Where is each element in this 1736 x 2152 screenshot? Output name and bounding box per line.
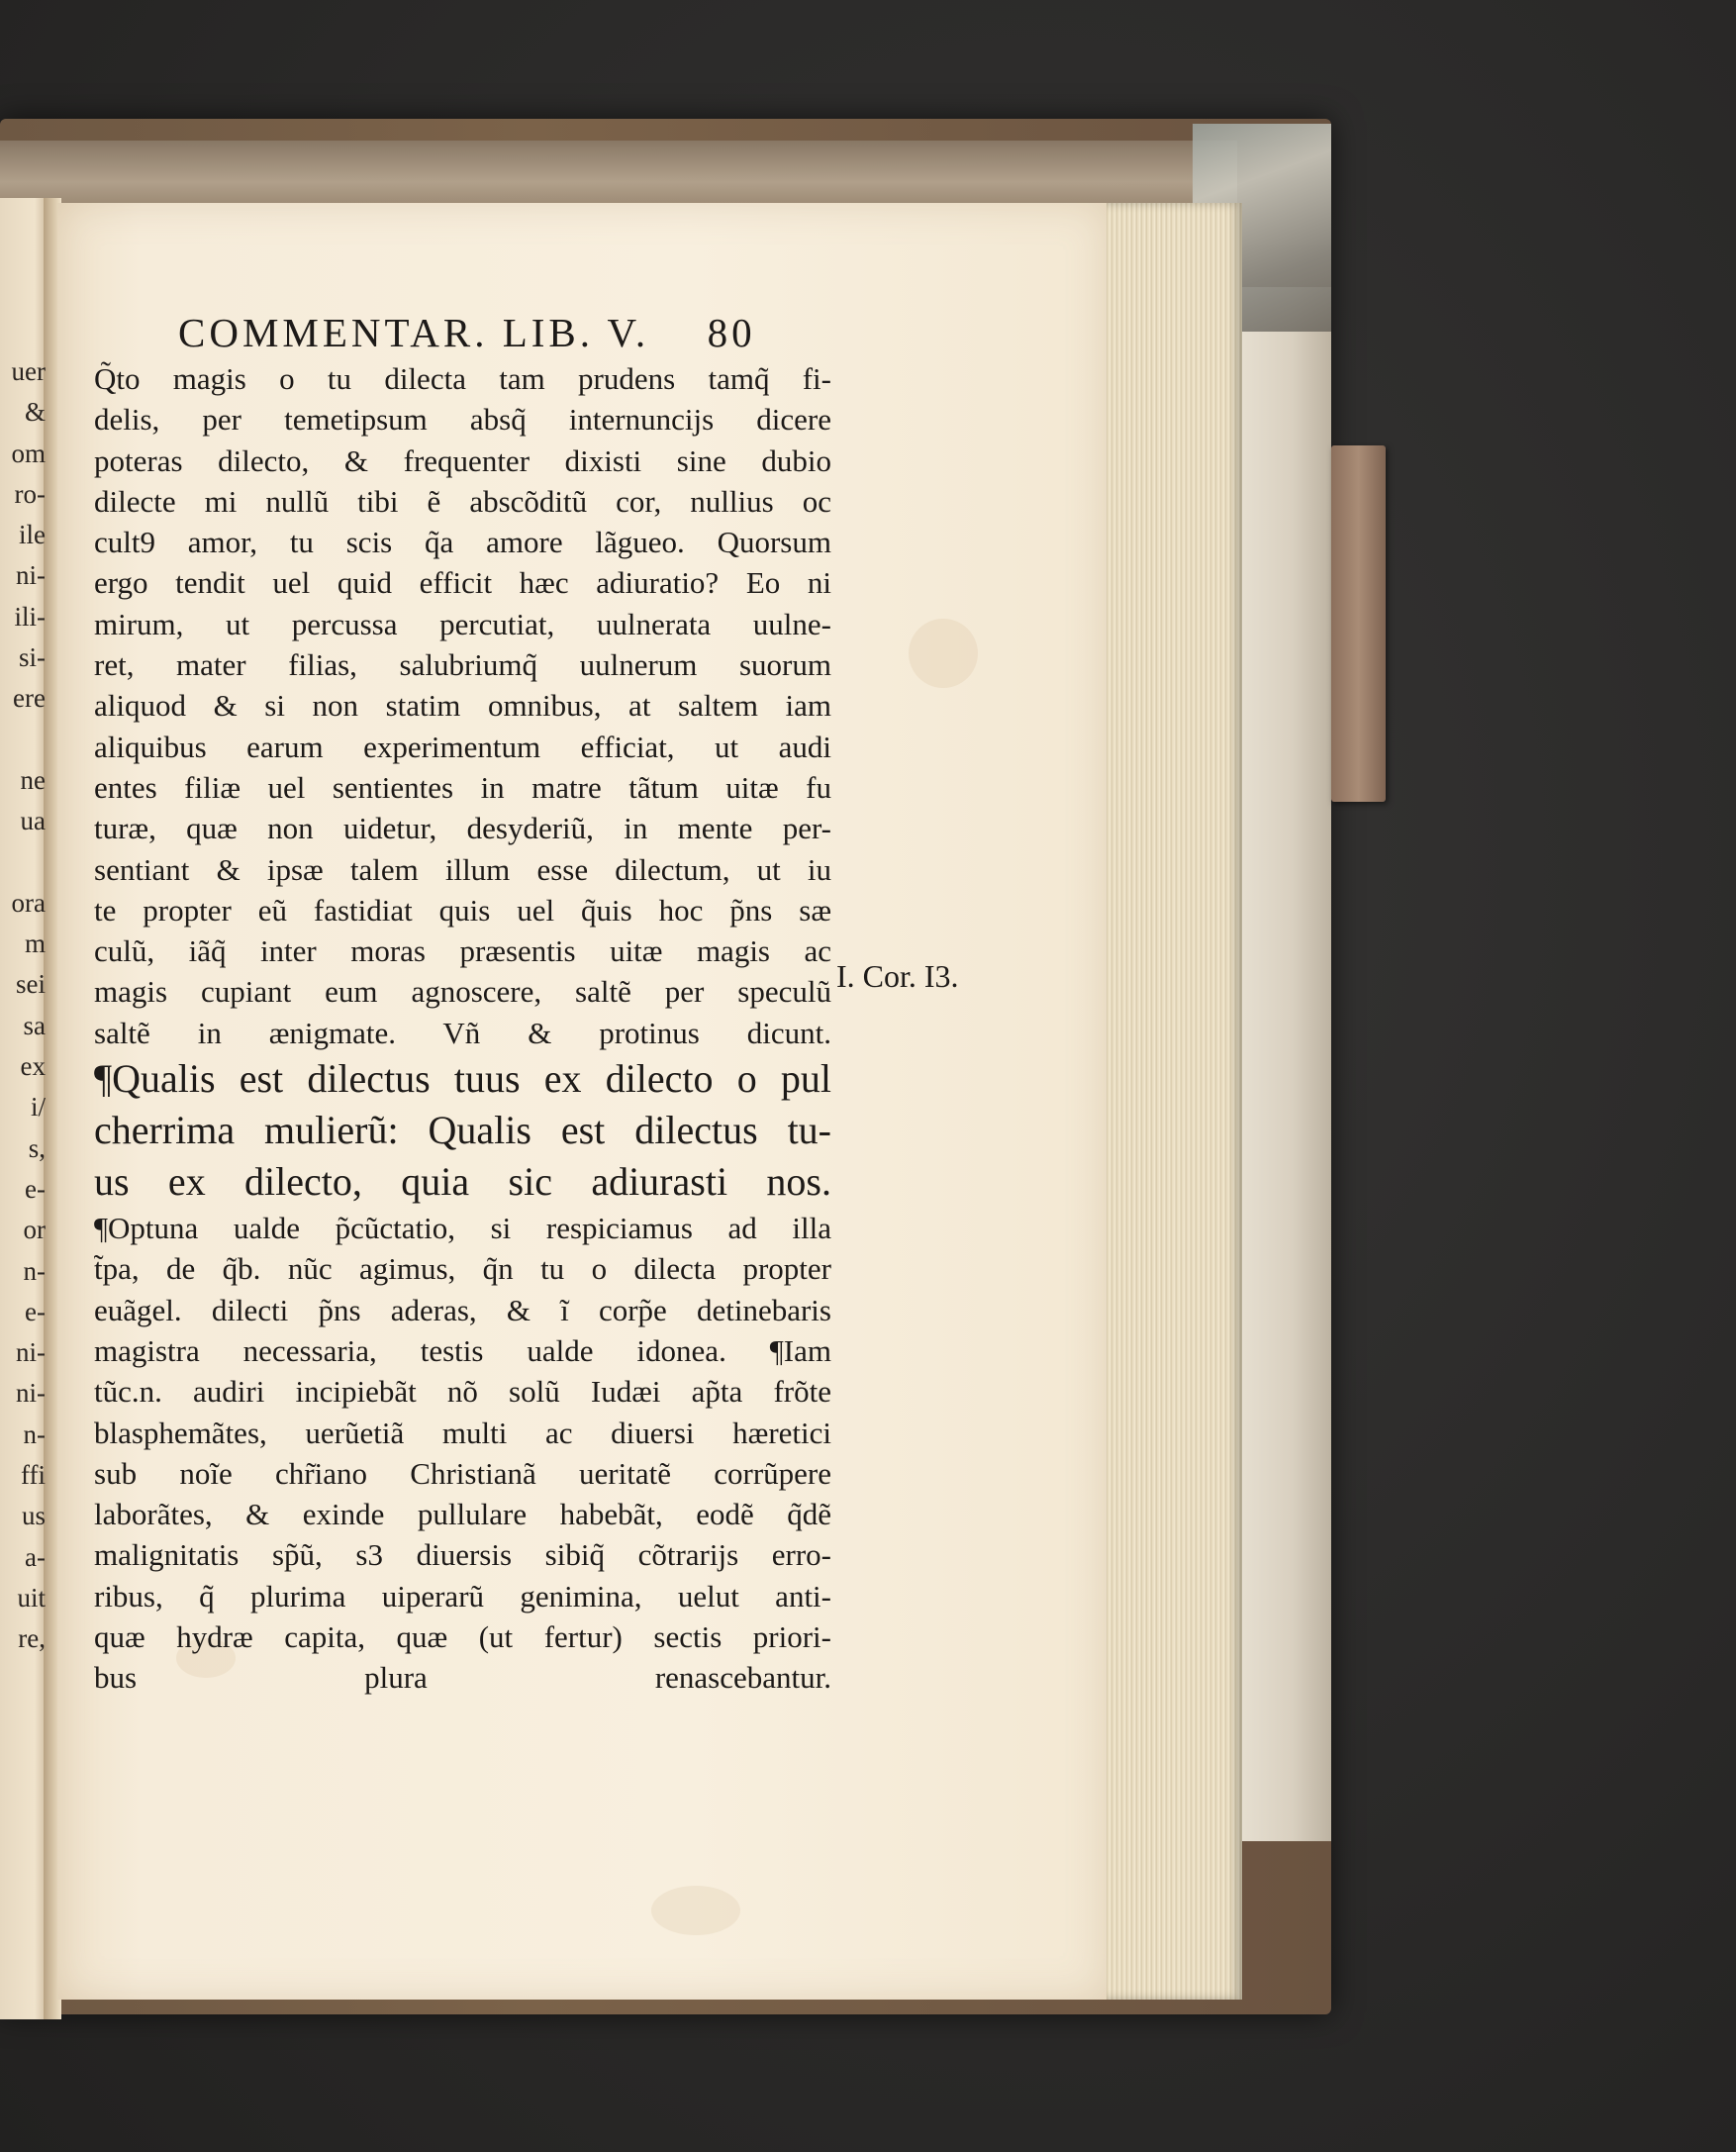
margin-fragment: uit — [17, 1582, 46, 1613]
margin-fragment: si- — [19, 642, 46, 673]
text-line: aliquibus earum experimentum efficiat, ut audi — [94, 729, 831, 764]
text-line: aliquod & si non statim omnibus, at saltem iam — [94, 688, 831, 724]
margin-fragment: ere — [13, 683, 46, 714]
commentary-paragraph-2 — [94, 1208, 831, 1699]
margin-fragment: or — [23, 1215, 46, 1245]
margin-fragment: om — [11, 438, 46, 468]
lemma-line: ¶Qualis est dilectus tuus ex dilecto o pul — [94, 1056, 831, 1102]
page-number: 80 — [707, 310, 756, 355]
book-spine-top-edge — [0, 141, 1237, 210]
margin-fragment: sei — [16, 969, 46, 1000]
margin-fragment: ffi — [21, 1460, 46, 1491]
paper-stain — [651, 1886, 740, 1935]
leather-bookmark-tab — [1331, 445, 1386, 802]
lemma-line: us ex dilecto, quia sic adiurasti nos. — [94, 1159, 831, 1205]
text-line: magistra necessaria, testis ualde idonea. ¶Iam — [94, 1332, 831, 1368]
text-line: cult9 amor, tu scis q̃a amore lãgueo. Quorsum — [94, 525, 831, 560]
text-line: mirum, ut percussa percutiat, uulnerata uulne- — [94, 606, 831, 641]
margin-fragment: n- — [23, 1255, 46, 1286]
text-line: ribus, q̃̃ plurima uiperarũ genimina, uelut anti- — [94, 1578, 831, 1614]
text-line: entes filiæ uel sentientes in matre tãtum uitæ fu — [94, 769, 831, 805]
main-text-block — [94, 307, 831, 1699]
text-line: magis cupiant eum agnoscere, saltẽ per speculũ — [94, 974, 831, 1010]
margin-fragment: ni- — [16, 560, 46, 591]
text-line: Q̃to magis o tu dilecta tam prudens tamq̃ fi- — [94, 361, 831, 396]
margin-fragment: ni- — [16, 1378, 46, 1409]
text-line: saltẽ in ænigmate. Vñ & protinus dicunt. — [94, 1015, 831, 1050]
margin-fragment — [0, 842, 49, 883]
text-line: ergo tendit uel quid efficit hæc adiuratio? Eo ni — [94, 565, 831, 601]
text-line: ¶Optuna ualde p̃cũctatio, si respiciamus ad illa — [94, 1211, 831, 1246]
margin-fragment: i/ — [30, 1092, 46, 1123]
margin-fragment: uer — [11, 356, 46, 386]
text-line: blasphemãtes, uerũetiã multi ac diuersi hæretici — [94, 1415, 831, 1450]
running-header — [178, 307, 831, 358]
margin-fragment: us — [21, 1501, 46, 1531]
lemma-line: cherrima mulierũ: Qualis est dilectus tu- — [94, 1108, 831, 1153]
margin-fragment: ni- — [16, 1337, 46, 1368]
margin-fragment: e- — [25, 1173, 46, 1204]
text-line: malignitatis sp̃ũ, s3 diuersis sibiq̃ cõtrarijs erro- — [94, 1537, 831, 1573]
paper-stain — [909, 619, 978, 688]
margin-fragment — [0, 720, 49, 760]
scripture-lemma — [94, 1053, 831, 1208]
commentary-paragraph — [94, 358, 831, 1053]
margin-fragment: m — [24, 929, 46, 959]
text-line: bus plura renascebantur. — [94, 1660, 831, 1696]
margin-fragment: sa — [23, 1010, 46, 1040]
margin-fragment: ex — [20, 1051, 46, 1082]
text-line: culũ, iãq̃ inter moras præsentis uitæ magis ac — [94, 933, 831, 969]
text-line: sub noĩe chr̃iano Christianã ueritatẽ corrũpere — [94, 1455, 831, 1491]
margin-fragment: ua — [20, 806, 46, 836]
text-line: dilecte mi nullũ tibi ẽ abscõditũ cor, nullius oc — [94, 483, 831, 519]
page-fore-edge — [1104, 203, 1242, 2000]
running-title: COMMENTAR. LIB. V. — [178, 310, 650, 355]
text-line: t̃pa, de q̃b. nũc agimus, q̃n tu o dilecta propter — [94, 1251, 831, 1287]
margin-fragment: ili- — [14, 601, 46, 632]
text-line: delis, per temetipsum absq̃ internuncijs dicere — [94, 402, 831, 438]
text-line: te propter eũ fastidiat quis uel q̃uis hoc p̃ns sæ — [94, 892, 831, 928]
left-page-margin-fragments — [0, 351, 49, 1708]
margin-fragment: n- — [23, 1418, 46, 1449]
margin-fragment: s, — [28, 1132, 46, 1163]
margin-fragment: & — [24, 397, 46, 428]
book-board-side — [1232, 287, 1331, 1841]
margin-citation: I. Cor. I3. — [836, 958, 959, 994]
text-line: ret, mater filias, salubriumq̃ uulnerum suorum — [94, 647, 831, 683]
margin-fragment: ora — [11, 887, 46, 918]
margin-fragment: re, — [18, 1623, 46, 1654]
margin-fragment: a- — [25, 1541, 46, 1572]
margin-fragment: ne — [20, 764, 46, 795]
text-line: tũc.n. audiri incipiebãt nõ solũ Iudæi ap̃ta frõte — [94, 1374, 831, 1410]
text-line: laborãtes, & exinde pullulare habebãt, eodẽ q̃dẽ — [94, 1497, 831, 1532]
text-line: poteras dilecto, & frequenter dixisti sine dubio — [94, 442, 831, 478]
margin-fragment: ro- — [14, 478, 46, 509]
text-line: quæ hydræ capita, quæ (ut fertur) sectis priori- — [94, 1619, 831, 1655]
text-line: euãgel. dilecti p̃ns aderas, & ĩ corp̃e detinebaris — [94, 1292, 831, 1327]
margin-fragment: ile — [19, 520, 46, 550]
margin-fragment: e- — [25, 1296, 46, 1326]
text-line: sentiant & ipsæ talem illum esse dilectum, ut iu — [94, 851, 831, 887]
text-line: turæ, quæ non uidetur, desyderiũ, in mente per- — [94, 811, 831, 846]
